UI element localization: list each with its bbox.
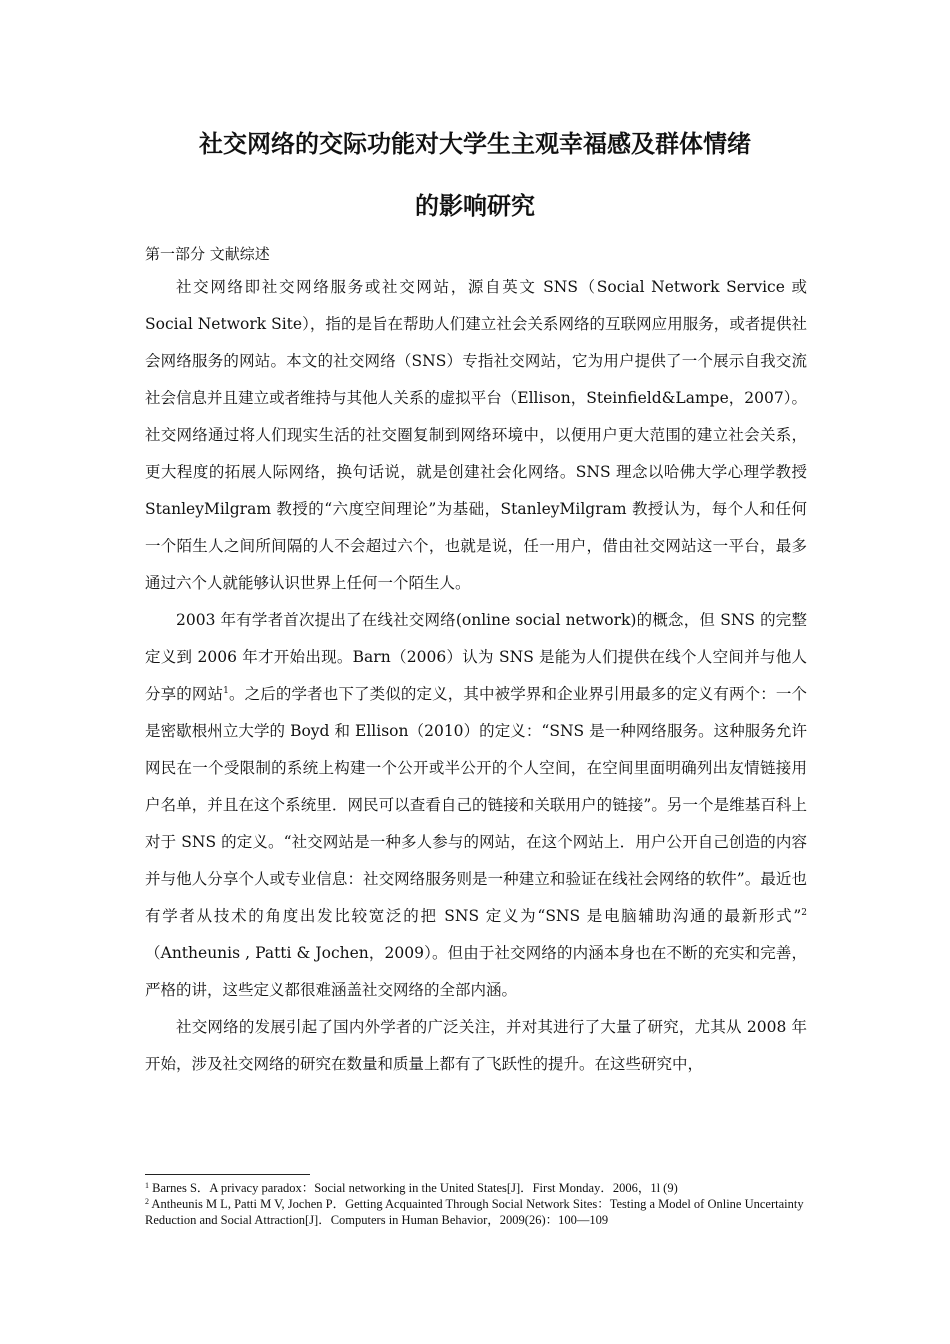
paragraph-2 xyxy=(145,602,807,1009)
footnote-text-1: Barnes S．A privacy paradox：Social networking in the United States[J]．First Monday．2006，1l (9) xyxy=(149,1181,678,1195)
paragraph-2-part-a: 2003 年有学者首次提出了在线社交网络(online social network)的概念，但 SNS 的完整定义到 2006 年才开始出现。Barn（2006）认为 SNS 是能为人们提供在线个人空间并与他人分享的网站 xyxy=(145,611,807,703)
footnote-mark-1: 1 xyxy=(145,1181,149,1190)
paragraph-2-part-b: 。之后的学者也下了类似的定义，其中被学界和企业界引用最多的定义有两个：一个是密歇根州立大学的 Boyd 和 Ellison（2010）的定义：“SNS 是一种网络服务。这种服务允许网民在一个受限制的系统上构建一个公开或半公开的个人空间，在空间里面明确列出友情链接用户名单，并且在这个系统里．网民可以查看自己的链接和关联用户的链接”。另一个是维基百科上对于 SNS 的定义。“社交网站是一种多人参与的网站，在这个网站上．用户公开自己创造的内容并与他人分享个人或专业信息：社交网络服务则是一种建立和验证在线社会网络的软件”。最近也有学者从技术的角度出发比较宽泛的把 SNS 定义为“SNS 是电脑辅助沟通的最新形式” xyxy=(145,685,807,925)
title-line-2: 的影响研究 xyxy=(415,192,535,220)
footnote-text-2: Antheunis M L, Patti M V, Jochen P．Getting Acquainted Through Social Network Sites：Testing a Model of Online Uncertainty Reduction and Social Attraction[J]．Computers in Human Behavior，2009(26)：100—109 xyxy=(145,1197,804,1227)
paragraph-2-part-c: （Antheunis , Patti & Jochen，2009）。但由于社交网络的内涵本身也在不断的充实和完善，严格的讲，这些定义都很难涵盖社交网络的全部内涵。 xyxy=(145,944,807,999)
footnote-ref-2: 2 xyxy=(801,908,807,918)
footnote-separator xyxy=(145,1174,310,1175)
paragraph-3: 社交网络的发展引起了国内外学者的广泛关注，并对其进行了大量了研究，尤其从 2008 年开始，涉及社交网络的研究在数量和质量上都有了飞跃性的提升。在这些研究中， xyxy=(145,1018,807,1073)
footnote-1 xyxy=(145,1180,807,1196)
footnotes xyxy=(145,1180,807,1228)
footnote-2 xyxy=(145,1196,807,1228)
section-heading: 第一部分 文献综述 xyxy=(145,245,270,263)
title-line-1: 社交网络的交际功能对大学生主观幸福感及群体情绪 xyxy=(199,130,751,158)
body-text xyxy=(145,269,807,1083)
footnote-mark-2: 2 xyxy=(145,1197,149,1206)
footnote-ref-1: 1 xyxy=(223,686,229,696)
paragraph-1: 社交网络即社交网络服务或社交网站，源自英文 SNS（Social Network Service 或 Social Network Site），指的是旨在帮助人们建立社会关系网络的互联网应用服务，或者提供社会网络服务的网站。本文的社交网络（SNS）专指社交网站，它为用户提供了一个展示自我交流社会信息并且建立或者维持与其他人关系的虚拟平台（Ellison，Steinfield&Lampe，2007）。社交网络通过将人们现实生活的社交圈复制到网络环境中，以便用户更大范围的建立社会关系，更大程度的拓展人际网络，换句话说，就是创建社会化网络。SNS 理念以哈佛大学心理学教授 StanleyMilgram 教授的“六度空间理论”为基础，StanleyMilgram 教授认为，每个人和任何一个陌生人之间所间隔的人不会超过六个，也就是说，任一用户，借由社交网站这一平台，最多通过六个人就能够认识世界上任何一个陌生人。 xyxy=(145,278,807,592)
